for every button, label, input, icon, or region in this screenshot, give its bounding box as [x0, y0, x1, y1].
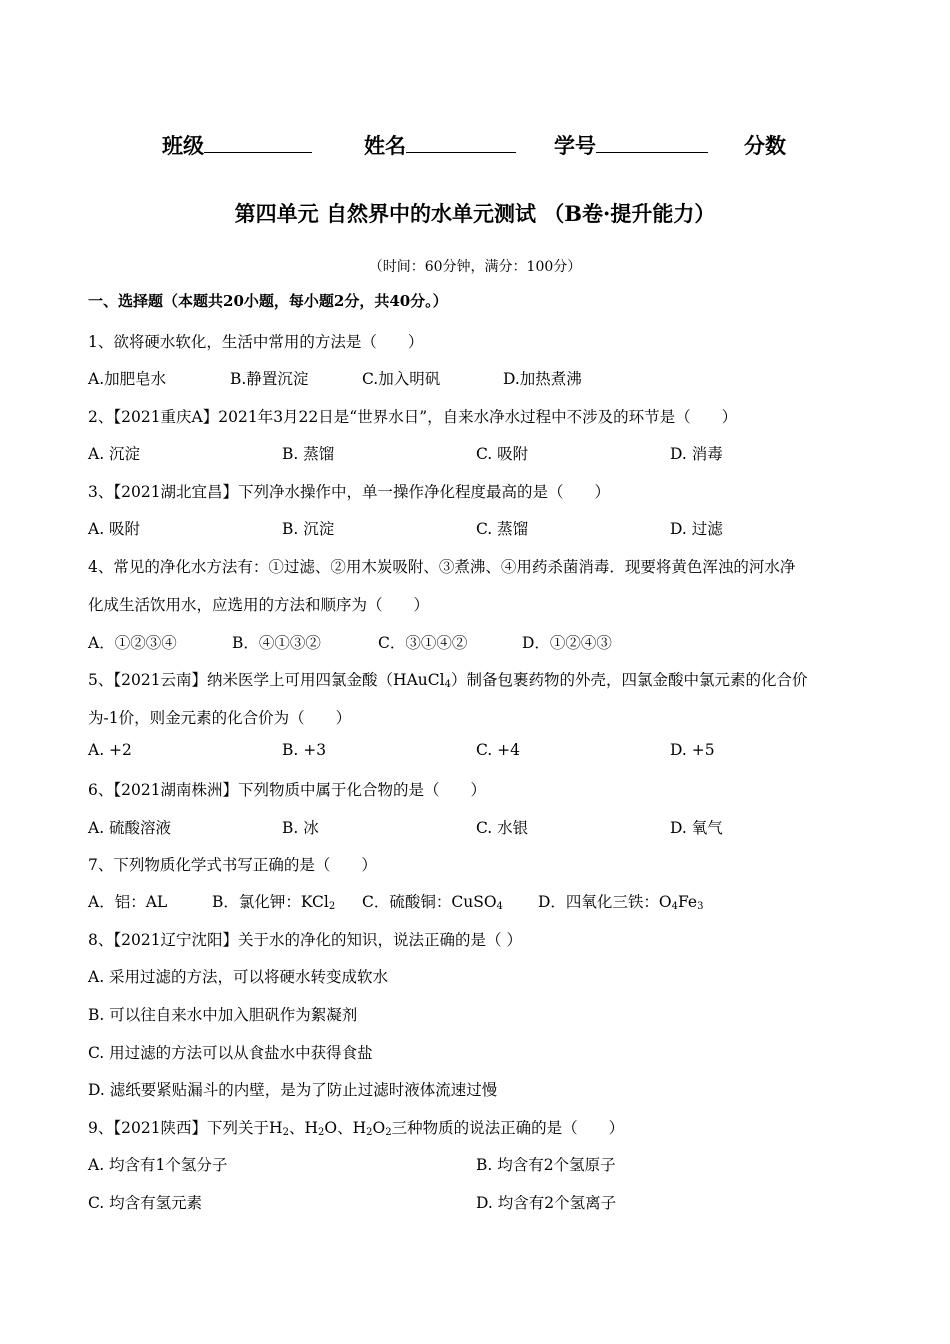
q7-option-d-fe: Fe [678, 893, 698, 911]
q7-option-b-sub: 2 [328, 901, 336, 912]
q9-sub-3: 2 [366, 1127, 373, 1138]
q9-text-3: O、H [324, 1119, 367, 1137]
page-subtitle: （时间：60分钟，满分：100分） [368, 259, 582, 275]
page-title: 第四单元 自然界中的水单元测试 （B卷·提升能力） [234, 201, 716, 226]
q9-text-4: O [372, 1119, 386, 1137]
q9-text-2: 、H [288, 1119, 318, 1137]
q5-option-c[interactable]: C. +4 [476, 741, 521, 759]
q7-option-c-sub: 4 [496, 901, 503, 912]
q8-option-a[interactable]: A. 采用过滤的方法，可以将硬水转变成软水 [88, 968, 389, 986]
q9-option-c[interactable]: C. 均含有氢元素 [88, 1194, 203, 1212]
question-3: 3、【2021湖北宜昌】下列净水操作中，单一操作净化程度最高的是（ ） [88, 483, 611, 501]
question-5-cont: 为-1价，则金元素的化合价为（ ） [88, 709, 352, 727]
q5-text-pre: 5、【2021云南】纳米医学上可用四氯金酸（HAuCl [88, 671, 445, 689]
question-7: 7、下列物质化学式书写正确的是（ ） [88, 856, 377, 874]
score-field [744, 130, 786, 160]
q3-option-a[interactable]: A. 吸附 [88, 520, 141, 538]
q7-option-d-text: D．四氧化三铁：O [538, 893, 672, 911]
question-1: 1、欲将硬水软化，生活中常用的方法是（ ） [88, 333, 424, 351]
q2-option-b[interactable]: B. 蒸馏 [282, 445, 335, 463]
name-field [364, 130, 516, 160]
q4-option-a[interactable]: A．①②③④ [88, 634, 177, 652]
score-label: 分数 [744, 133, 786, 158]
q9-option-d[interactable]: D. 均含有2个氢离子 [476, 1194, 617, 1212]
question-9 [88, 1116, 624, 1138]
q8-option-d[interactable]: D. 滤纸要紧贴漏斗的内壁，是为了防止过滤时液体流速过慢 [88, 1081, 498, 1099]
q1-option-c[interactable]: C.加入明矾 [362, 370, 441, 388]
q9-option-b[interactable]: B. 均含有2个氢原子 [476, 1156, 616, 1174]
q5-option-d[interactable]: D. +5 [670, 741, 715, 759]
name-label: 姓名 [364, 133, 406, 158]
q3-option-d[interactable]: D. 过滤 [670, 520, 723, 538]
id-blank[interactable] [596, 130, 708, 153]
q9-text-5: 三种物质的说法正确的是（ ） [391, 1119, 625, 1137]
q2-option-d[interactable]: D. 消毒 [670, 445, 723, 463]
question-2: 2、【2021重庆A】2021年3月22日是“世界水日”，自来水净水过程中不涉及的环节是（ ） [88, 408, 738, 426]
q8-option-c[interactable]: C. 用过滤的方法可以从食盐水中获得食盐 [88, 1044, 373, 1062]
q8-option-b[interactable]: B. 可以往自来水中加入胆矾作为絮凝剂 [88, 1006, 358, 1024]
question-4: 4、常见的净化水方法有：①过滤、②用木炭吸附、③煮沸、④用药杀菌消毒．现要将黄色浑浊的河水净 [88, 558, 796, 576]
q1-option-d[interactable]: D.加热煮沸 [503, 370, 582, 388]
q7-option-d-sub2: 3 [697, 901, 704, 912]
q5-option-b[interactable]: B. +3 [282, 741, 327, 759]
q7-option-a[interactable]: A．铝：AL [88, 893, 168, 911]
class-label: 班级 [162, 133, 204, 158]
q7-option-c[interactable] [362, 890, 503, 912]
q4-option-c[interactable]: C．③①④② [378, 634, 468, 652]
q6-option-a[interactable]: A. 硫酸溶液 [88, 819, 172, 837]
q3-option-c[interactable]: C. 蒸馏 [476, 520, 529, 538]
q7-option-c-text: C．硫酸铜：CuSO [362, 893, 497, 911]
section-heading: 一、选择题（本题共20小题，每小题2分，共40分。） [88, 292, 448, 310]
class-field [162, 130, 312, 160]
q7-option-b[interactable] [212, 890, 335, 912]
question-5 [88, 668, 807, 690]
id-label: 学号 [554, 133, 596, 158]
q6-option-c[interactable]: C. 水银 [476, 819, 529, 837]
q6-option-d[interactable]: D. 氧气 [670, 819, 723, 837]
question-8: 8、【2021辽宁沈阳】关于水的净化的知识，说法正确的是（ ） [88, 931, 522, 949]
q9-sub-2: 2 [317, 1127, 325, 1138]
q1-option-b[interactable]: B.静置沉淀 [230, 370, 309, 388]
question-6: 6、【2021湖南株洲】下列物质中属于化合物的是（ ） [88, 781, 487, 799]
q5-text-post: ）制备包裹药物的外壳，四氯金酸中氯元素的化合价 [450, 671, 808, 689]
q6-option-b[interactable]: B. 冰 [282, 819, 319, 837]
q1-option-a[interactable]: A.加肥皂水 [88, 370, 167, 388]
id-field [554, 130, 708, 160]
q7-option-d[interactable] [538, 890, 703, 912]
q9-sub-4: 2 [385, 1127, 392, 1138]
q9-option-a[interactable]: A. 均含有1个氢分子 [88, 1156, 228, 1174]
q5-text-sub: 4 [444, 679, 451, 690]
q7-option-b-text: B．氯化钾：KCl [212, 893, 329, 911]
class-blank[interactable] [204, 130, 312, 153]
q5-option-a[interactable]: A. +2 [88, 741, 132, 759]
q4-option-b[interactable]: B．④①③② [232, 634, 321, 652]
q9-sub-1: 2 [282, 1127, 289, 1138]
q2-option-a[interactable]: A. 沉淀 [88, 445, 141, 463]
q7-option-d-sub1: 4 [671, 901, 679, 912]
name-blank[interactable] [406, 130, 516, 153]
q3-option-b[interactable]: B. 沉淀 [282, 520, 335, 538]
question-4-cont: 化成生活饮用水，应选用的方法和顺序为（ ） [88, 596, 430, 614]
q9-text-1: 9、【2021陕西】下列关于H [88, 1119, 283, 1137]
q2-option-c[interactable]: C. 吸附 [476, 445, 529, 463]
q4-option-d[interactable]: D．①②④③ [522, 634, 612, 652]
